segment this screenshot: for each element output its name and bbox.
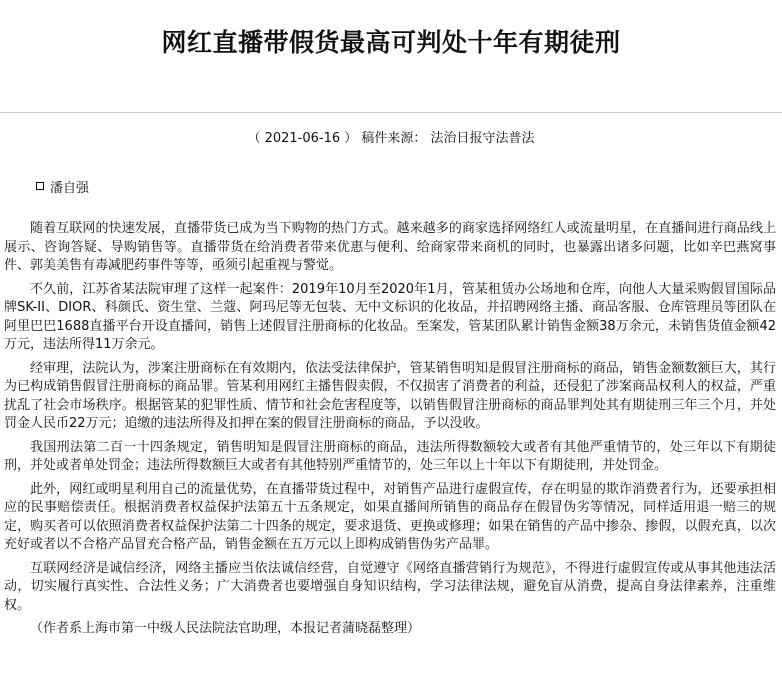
article-body [4, 220, 776, 644]
title-divider [0, 112, 782, 113]
paragraph: 不久前，江苏省某法院审理了这样一起案件：2019年10月至2020年1月，管某租赁办公场地和仓库，向他人大量采购假冒国际品牌SK-II、DIOR、科颜氏、资生堂、兰蔻、阿玛尼等无包装、无中文标识的化妆品，并招聘网络主播、商品客服、仓库管理员等团队在阿里巴巴1688直播平台开设直播间，销售上述假冒注册商标的化妆品。至案发，管某团队累计销售金额38万余元，未销售货值金额42万元，违法所得11万余元。 [4, 281, 776, 352]
author-name: 潘自强 [50, 181, 90, 196]
author-line [36, 180, 89, 198]
paragraph: 此外，网红或明星利用自己的流量优势，在直播带货过程中，对销售产品进行虚假宣传，存在明显的欺诈消费者行为，还要承担相应的民事赔偿责任。根据消费者权益保护法第五十五条规定，如果直播间所销售的商品存在假冒伪劣等情况，同样适用退一赔三的规定，购买者可以依照消费者权益保护法第二十四条的规定，要求退货、更换或修理；如果在销售的产品中掺杂、掺假，以假充真，以次充好或者以不合格产品冒充合格产品，销售金额在五万元以上即构成销售伪劣产品罪。 [4, 481, 776, 552]
paragraph: 经审理，法院认为，涉案注册商标在有效期内，依法受法律保护，管某销售明知是假冒注册商标的商品，销售金额数额巨大，其行为已构成销售假冒注册商标的商品罪。管某利用网红主播售假卖假，不仅损害了消费者的利益，还侵犯了涉案商品权利人的权益，严重扰乱了社会市场秩序。根据管某的犯罪性质、情节和社会危害程度等，以销售假冒注册商标的商品罪判处其有期徒刑三年三个月，并处罚金人民币22万元；追缴的违法所得及扣押在案的假冒注册商标的商品，予以没收。 [4, 360, 776, 431]
author-note: （作者系上海市第一中级人民法院法官助理，本报记者蒲晓磊整理） [30, 621, 421, 636]
article-meta: （ 2021-06-16 ） 稿件来源： 法治日报守法普法 [247, 131, 535, 146]
square-bullet-icon [36, 182, 44, 190]
paragraph: 我国刑法第二百一十四条规定，销售明知是假冒注册商标的商品，违法所得数额较大或者有其他严重情节的，处三年以下有期徒刑，并处或者单处罚金；违法所得数额巨大或者有其他特别严重情节的，处三年以上十年以下有期徒刑，并处罚金。 [4, 439, 776, 473]
article-title: 网红直播带假货最高可判处十年有期徒刑 [161, 28, 621, 57]
paragraph: 随着互联网的快速发展，直播带货已成为当下购物的热门方式。越来越多的商家选择网络红人或流量明星，在直播间进行商品线上展示、咨询答疑、导购销售等。直播带货在给消费者带来优惠与便利、给商家带来商机的同时，也暴露出诸多问题，比如辛巴燕窝事件、郭美美售有毒减肥药事件等等，亟须引起重视与警觉。 [4, 221, 776, 273]
paragraph: 互联网经济是诚信经济，网络主播应当依法诚信经营，自觉遵守《网络直播营销行为规范》，不得进行虚假宣传或从事其他违法活动，切实履行真实性、合法性义务；广大消费者也要增强自身知识结构，学习法律法规，避免盲从消费，提高自身法律素养，注重维权。 [4, 560, 776, 613]
